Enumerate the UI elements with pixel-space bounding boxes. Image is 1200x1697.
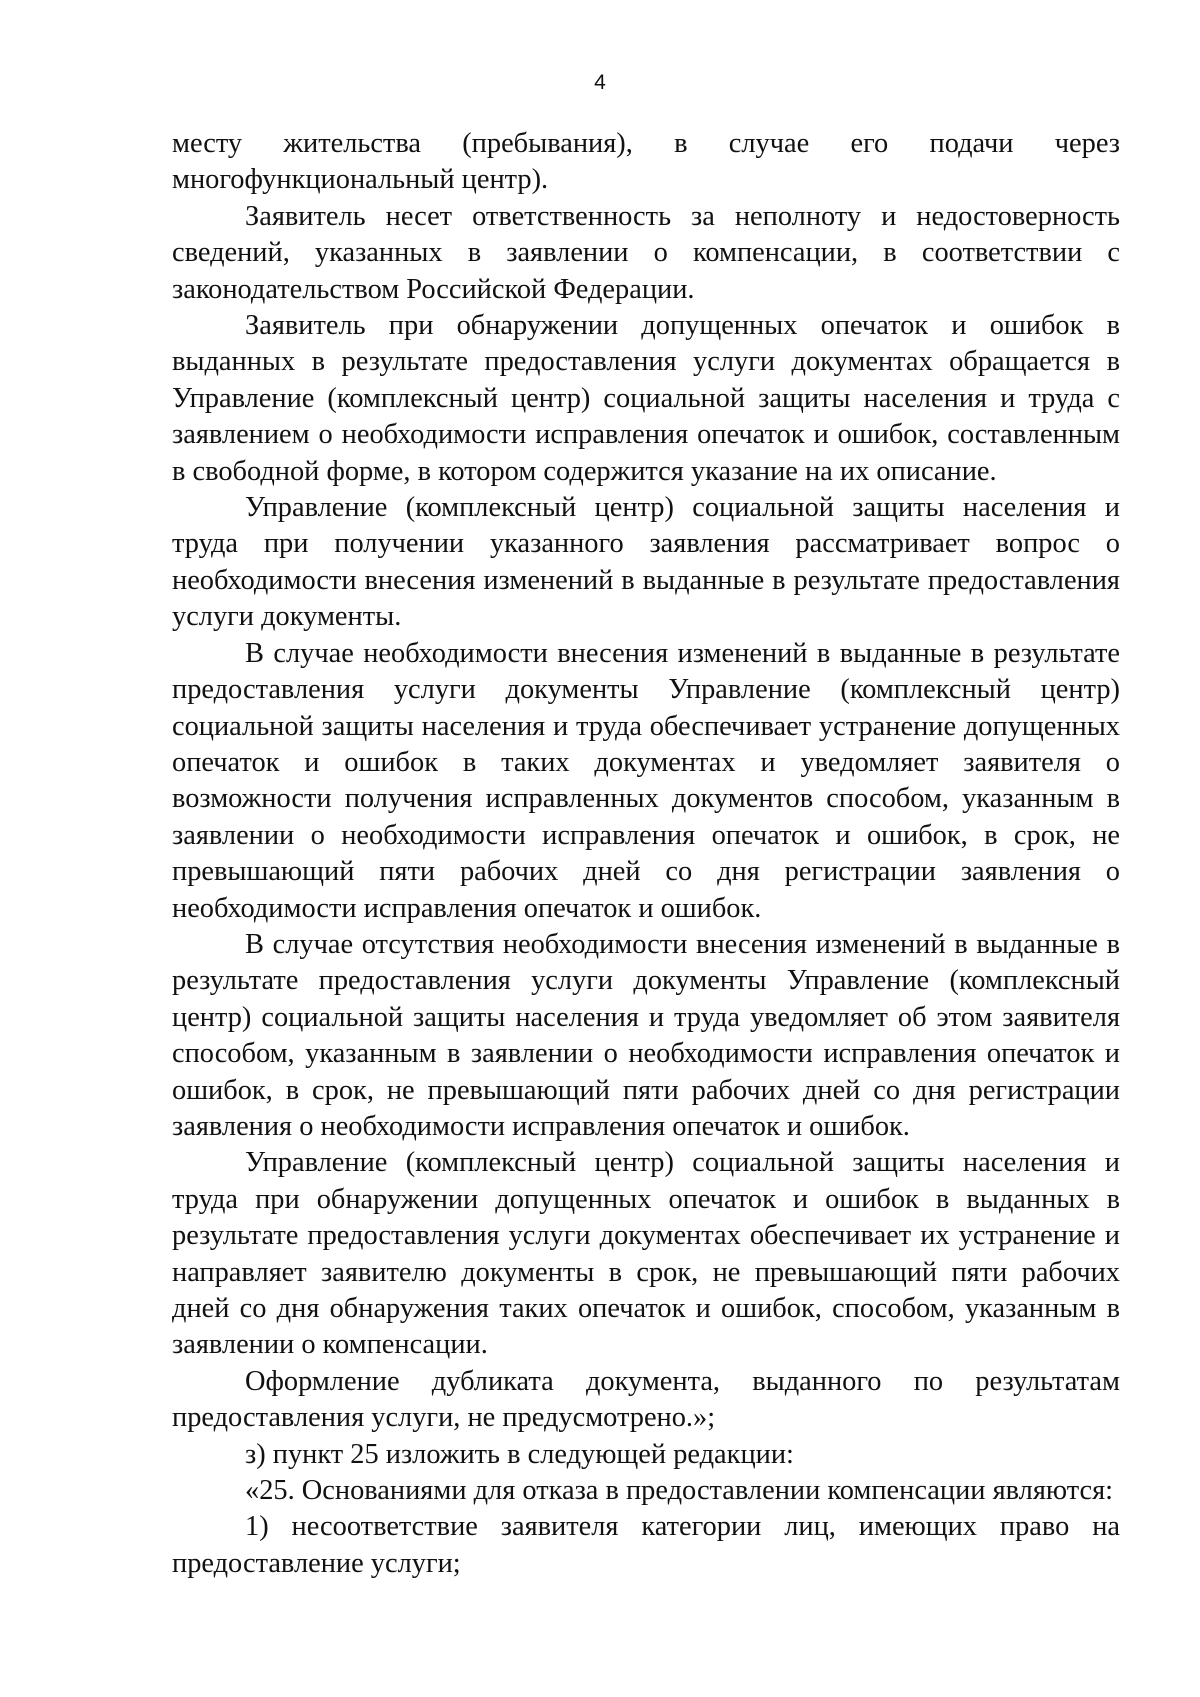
paragraph-applicant-responsibility: Заявитель несет ответственность за неполноту и недостоверность сведений, указанных в заявлении о компенсации, в соответствии с законодательством Российской Федерации. xyxy=(172,200,1120,305)
paragraph-management-detects-errors: Управление (комплексный центр) социальной защиты населения и труда при обнаружении допущенных опечаток и ошибок в выданных в результате предоставления услуги документах обеспечивает их устранение и направляет заявителю документы в срок, не превышающий пяти рабочих дней со дня обнаружения таких опечаток и ошибок, способом, указанным в заявлении о компенсации. xyxy=(172,1147,1120,1361)
paragraph-management-review: Управление (комплексный центр) социальной защиты населения и труда при получении указанного заявления рассматривает вопрос о необходимости внесения изменений в выданные в результате предоставления услуги документы. xyxy=(172,492,1120,633)
page-number: 4 xyxy=(594,71,606,94)
paragraph-no-correction-required: В случае отсутствия необходимости внесения изменений в выданные в результате предоставления услуги документы Управление (комплексный центр) социальной защиты населения и труда уведомляет об этом заявителя способом, указанным в заявлении о необходимости исправления опечаток и ошибок, в срок, не превышающий пяти рабочих дней со дня регистрации заявления о необходимости исправления опечаток и ошибок. xyxy=(172,928,1120,1142)
paragraph-amend-point-25: з) пункт 25 изложить в следующей редакции: xyxy=(245,1438,794,1470)
paragraph-grounds-for-refusal: «25. Основаниями для отказа в предоставлении компенсации являются: xyxy=(245,1475,1114,1507)
paragraph-refusal-ground-1: 1) несоответствие заявителя категории лиц, имеющих право на предоставление услуги; xyxy=(172,1511,1120,1579)
document-body xyxy=(172,126,1120,1582)
paragraph-correction-required: В случае необходимости внесения изменений в выданные в результате предоставления услуги документы Управление (комплексный центр) социальной защиты населения и труда обеспечивает устранение допущенных опечаток и ошибок в таких документах и уведомляет заявителя о возможности получения исправленных документов способом, указанным в заявлении о необходимости исправления опечаток и ошибок, в срок, не превышающий пяти рабочих дней со дня регистрации заявления о необходимости исправления опечаток и ошибок. xyxy=(172,637,1120,924)
paragraph-duplicate-not-provided: Оформление дубликата документа, выданного по результатам предоставления услуги, не предусмотрено.»; xyxy=(172,1365,1120,1434)
paragraph-applicant-errors: Заявитель при обнаружении допущенных опечаток и ошибок в выданных в результате предоставления услуги документах обращается в Управление (комплексный центр) социальной защиты населения и труда с заявлением о необходимости исправления опечаток и ошибок, составленным в свободной форме, в котором содержится указание на их описание. xyxy=(172,310,1120,487)
paragraph-continuation: месту жительства (пребывания), в случае его подачи через многофункциональный центр). xyxy=(172,128,1120,196)
